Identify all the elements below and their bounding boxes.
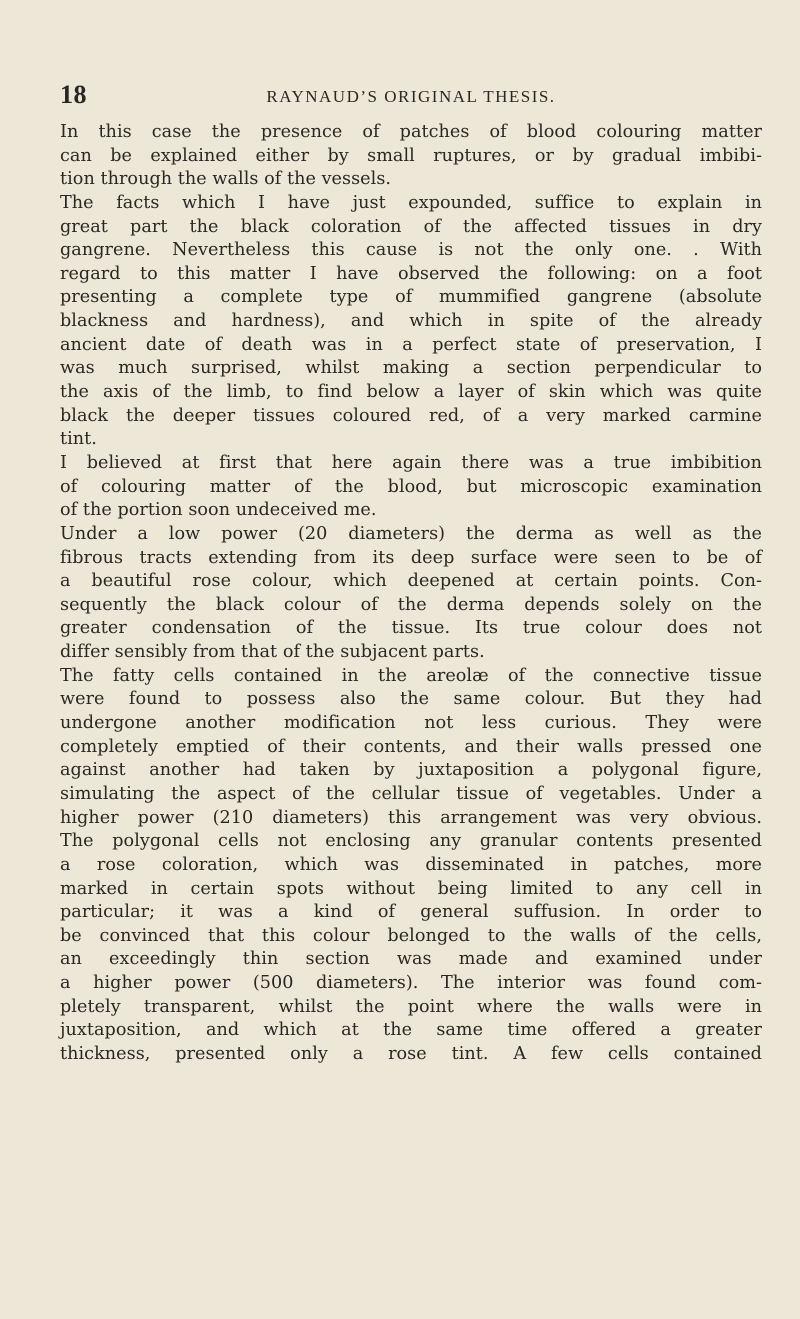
text-line: an exceedingly thin section was made and examined under bbox=[60, 949, 762, 970]
text-line: the axis of the limb, to find below a layer of skin which was quite bbox=[60, 382, 762, 403]
text-line: pletely transparent, whilst the point where the walls were in bbox=[60, 996, 762, 1017]
text-line: thickness, presented only a rose tint. A few cells contained bbox=[60, 1043, 762, 1064]
text-line: a higher power (500 diameters). The interior was found com- bbox=[60, 973, 762, 994]
text-line: I believed at first that here again there was a true imbibition bbox=[60, 452, 762, 473]
body-text bbox=[60, 121, 762, 1067]
text-line: completely emptied of their contents, and their walls pressed one bbox=[60, 736, 762, 757]
text-line: gangrene. Nevertheless this cause is not the only one. . With bbox=[60, 240, 762, 261]
text-line: great part the black coloration of the affected tissues in dry bbox=[60, 216, 762, 237]
text-line: blackness and hardness), and which in spite of the already bbox=[60, 311, 762, 332]
text-line: marked in certain spots without being limited to any cell in bbox=[60, 878, 762, 899]
text-line: juxtaposition, and which at the same time offered a greater bbox=[60, 1020, 762, 1041]
text-line: were found to possess also the same colour. But they had bbox=[60, 689, 762, 710]
text-line: regard to this matter I have observed the following: on a foot bbox=[60, 263, 762, 284]
text-line: can be explained either by small ruptures, or by gradual imbibi- bbox=[60, 145, 762, 166]
text-line: undergone another modification not less curious. They were bbox=[60, 713, 762, 734]
text-line: against another had taken by juxtaposition a polygonal figure, bbox=[60, 760, 762, 781]
text-line: a rose coloration, which was disseminated in patches, more bbox=[60, 854, 762, 875]
text-line: black the deeper tissues coloured red, of a very marked carmine bbox=[60, 405, 762, 426]
page-header bbox=[60, 80, 762, 114]
page-number: 18 bbox=[60, 80, 87, 109]
text-line: presenting a complete type of mummified gangrene (absolute bbox=[60, 287, 762, 308]
text-line: The polygonal cells not enclosing any granular contents presented bbox=[60, 831, 762, 852]
text-line: higher power (210 diameters) this arrangement was very obvious. bbox=[60, 807, 762, 828]
text-line: sequently the black colour of the derma depends solely on the bbox=[60, 594, 762, 615]
text-line: The fatty cells contained in the areolæ of the connective tissue bbox=[60, 665, 762, 686]
text-line: greater condensation of the tissue. Its true colour does not bbox=[60, 618, 762, 639]
text-line: differ sensibly from that of the subjacent parts. bbox=[60, 642, 485, 663]
running-head: RAYNAUD’S ORIGINAL THESIS. bbox=[266, 87, 556, 106]
text-line: of the portion soon undeceived me. bbox=[60, 500, 377, 521]
text-line: of colouring matter of the blood, but microscopic examination bbox=[60, 476, 762, 497]
text-line: was much surprised, whilst making a section perpendicular to bbox=[60, 358, 762, 379]
text-line: ancient date of death was in a perfect state of preservation, I bbox=[60, 334, 762, 355]
text-line: particular; it was a kind of general suffusion. In order to bbox=[60, 902, 762, 923]
text-line: be convinced that this colour belonged to the walls of the cells, bbox=[60, 925, 762, 946]
text-line: Under a low power (20 diameters) the derma as well as the bbox=[60, 523, 762, 544]
text-line: a beautiful rose colour, which deepened at certain points. Con- bbox=[60, 571, 762, 592]
text-line: tion through the walls of the vessels. bbox=[60, 169, 392, 190]
text-line: The facts which I have just expounded, suffice to explain in bbox=[60, 192, 762, 213]
text-line: tint. bbox=[60, 429, 97, 450]
text-line: In this case the presence of patches of blood colouring matter bbox=[60, 122, 762, 142]
text-line: simulating the aspect of the cellular tissue of vegetables. Under a bbox=[60, 783, 762, 804]
text-line: fibrous tracts extending from its deep surface were seen to be of bbox=[60, 547, 762, 568]
